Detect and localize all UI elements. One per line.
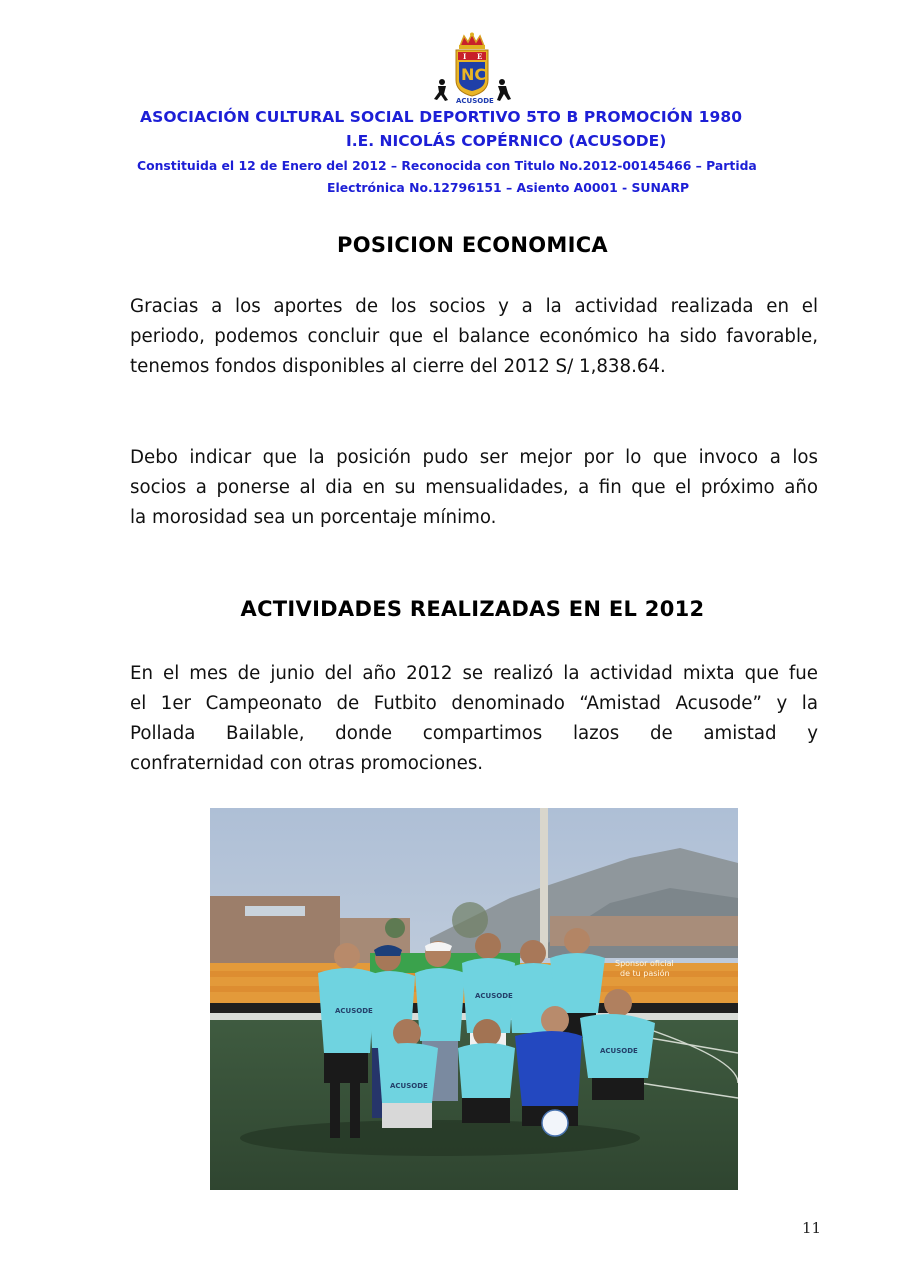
acusode-crest-logo (430, 32, 514, 104)
paragraph-line: socios a ponerse al dia en su mensualidades, a fin que el próximo año (130, 477, 818, 498)
svg-text:de tu pasión: de tu pasión (620, 969, 670, 978)
paragraph-line: En el mes de junio del año 2012 se realizó la actividad mixta que fue (130, 663, 818, 684)
team-photo (210, 808, 738, 1190)
paragraph-actividades (130, 659, 818, 779)
registration-line-2: Electrónica No.12796151 – Asiento A0001 - SUNARP (327, 180, 690, 195)
jersey-text: ACUSODE (335, 1007, 373, 1015)
paragraph-line: Debo indicar que la posición pudo ser mejor por lo que invoco a los (130, 447, 818, 468)
svg-text:I: I (463, 52, 467, 61)
paragraph-line: tenemos fondos disponibles al cierre del 2012 S/ 1,838.64. (130, 356, 666, 377)
svg-text:ACUSODE: ACUSODE (456, 97, 494, 104)
org-name-line: ASOCIACIÓN CULTURAL SOCIAL DEPORTIVO 5TO B PROMOCIÓN 1980 (140, 108, 743, 126)
svg-text:ACUSODE: ACUSODE (475, 992, 513, 1000)
paragraph-line: Pollada Bailable, donde compartimos lazos de amistad y (130, 723, 818, 744)
paragraph-line: confraternidad con otras promociones. (130, 753, 484, 774)
crest-logo-icon (430, 32, 514, 104)
registration-line-1: Constituida el 12 de Enero del 2012 – Reconocida con Titulo No.2012-00145466 – Partida (137, 158, 757, 173)
svg-text:Sponsor oficial: Sponsor oficial (615, 959, 674, 968)
svg-text:NC: NC (461, 65, 487, 84)
section-title-posicion-economica: POSICION ECONOMICA (337, 233, 608, 257)
paragraph-balance (130, 292, 818, 382)
svg-text:E: E (477, 52, 483, 61)
section-title-actividades: ACTIVIDADES REALIZADAS EN EL 2012 (240, 597, 705, 621)
paragraph-morosidad (130, 443, 818, 533)
paragraph-line: Gracias a los aportes de los socios y a la actividad realizada en el (130, 296, 818, 317)
team-photo-image (210, 808, 738, 1190)
svg-text:ACUSODE: ACUSODE (390, 1082, 428, 1090)
page-number: 11 (802, 1219, 822, 1237)
paragraph-line: el 1er Campeonato de Futbito denominado “Amistad Acusode” y la (130, 693, 818, 714)
school-name-line: I.E. NICOLÁS COPÉRNICO (ACUSODE) (346, 132, 667, 150)
paragraph-line: periodo, podemos concluir que el balance económico ha sido favorable, (130, 326, 818, 347)
svg-text:ACUSODE: ACUSODE (600, 1047, 638, 1055)
paragraph-line: la morosidad sea un porcentaje mínimo. (130, 507, 497, 528)
